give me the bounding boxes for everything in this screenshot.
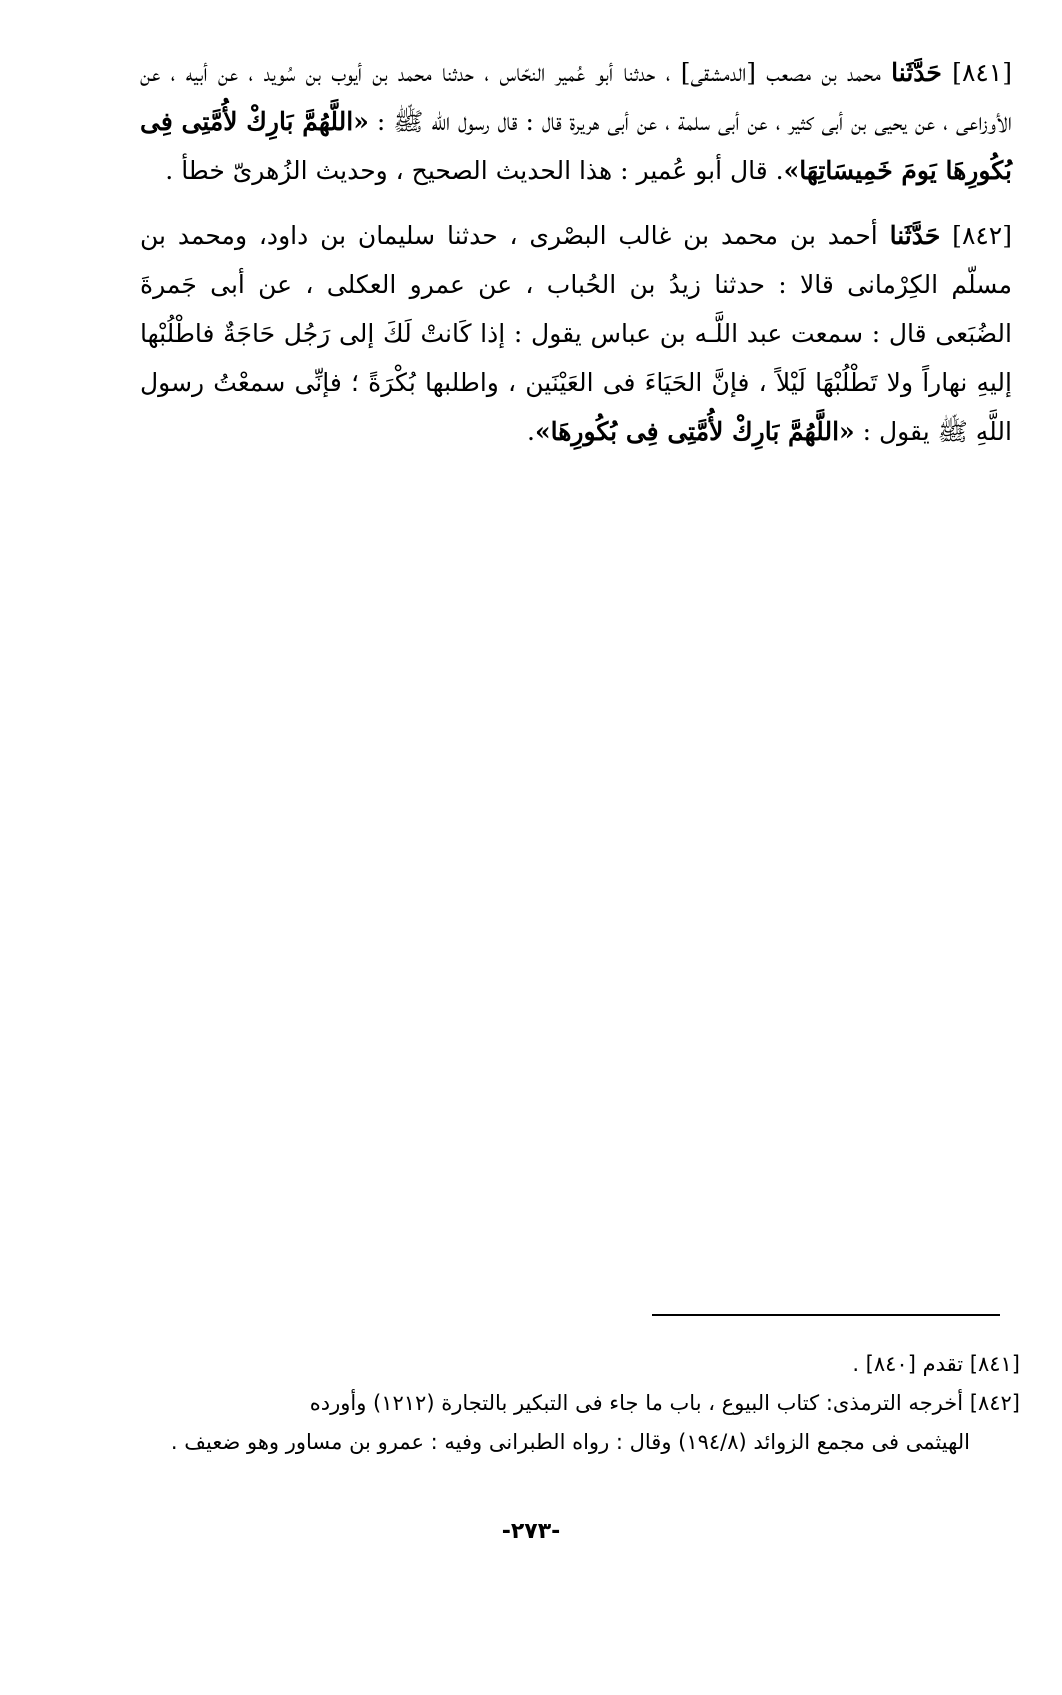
- page-number: -٢٧٣-: [501, 1519, 561, 1544]
- footnote-842-continuation: الهيثمى فى مجمع الزوائد (١٩٤/٨) وقال : رواه الطبرانى وفيه : عمرو بن مساور وهو ضعيف .: [170, 1430, 970, 1454]
- hadith-isnad: محمد بن مصعب [الدمشقى] ، حدثنا أبو عُمير النحّاس ، حدثنا محمد بن أيوب بن سُويد ، عن أبيه ، عن الأوزاعى ، عن يحيى بن أبى كثير ، عن أبى سلمة ، عن أبى هريرة قال : قال رسول الله ﷺ :: [140, 58, 1012, 136]
- footnotes: [135, 1345, 1020, 1462]
- footnote-divider: [652, 1314, 1000, 1316]
- hadith-number: [٨٤٢]: [952, 221, 1012, 250]
- hadith-841: [140, 48, 1012, 195]
- hadith-quote: «اللَّهُمَّ بَارِكْ لأُمَّتِى فِى بُكُورِهَا يَومَ خَمِيسَاتِهَا»: [140, 107, 1012, 185]
- footnote-842: [٨٤٢] أخرجه الترمذى: كتاب البيوع ، باب ما جاء فى التبكير بالتجارة (١٢١٢) وأورده: [309, 1391, 1020, 1415]
- hadith-number: [٨٤١]: [952, 58, 1012, 87]
- hadith-quote: «اللَّهُمَّ بَارِكْ لأُمَّتِى فِى بُكُورِهَا»: [534, 417, 855, 446]
- main-text: [140, 48, 1012, 472]
- hadith-isnad: أحمد بن محمد بن غالب البصْرى ، حدثنا سليمان بن داود، ومحمد بن مسلّم الكِرْمانى قالا : حدثنا زيدُ بن الحُباب ، عن عمرو العكلى ، عن أبى جَمرةَ الضُبَعى قال : سمعت عبد اللَّـه بن عباس يقول : إذا كَانتْ لَكَ إلى رَجُل حَاجَةٌ فاطْلُبْها إليهِ نهاراً ولا تَطْلُبْهَا لَيْلاً ، فإنَّ الحَيَاءَ فى العَيْنَين ، واطلبها بُكْرَةً ؛ فإنِّى سمعْتُ رسول اللَّهِ ﷺ يقول :: [140, 221, 1012, 446]
- hadith-comment: . قال أبو عُمير : هذا الحديث الصحيح ، وحديث الزُهرىّ خطأ .: [165, 156, 784, 185]
- hadith-opening: حَدَّثَنا: [889, 221, 941, 250]
- hadith-comment: .: [527, 417, 535, 446]
- footnote-841: [٨٤١] تقدم [٨٤٠] .: [852, 1352, 1020, 1376]
- hadith-opening: حَدَّثَنا: [891, 58, 942, 87]
- hadith-842: [140, 211, 1012, 456]
